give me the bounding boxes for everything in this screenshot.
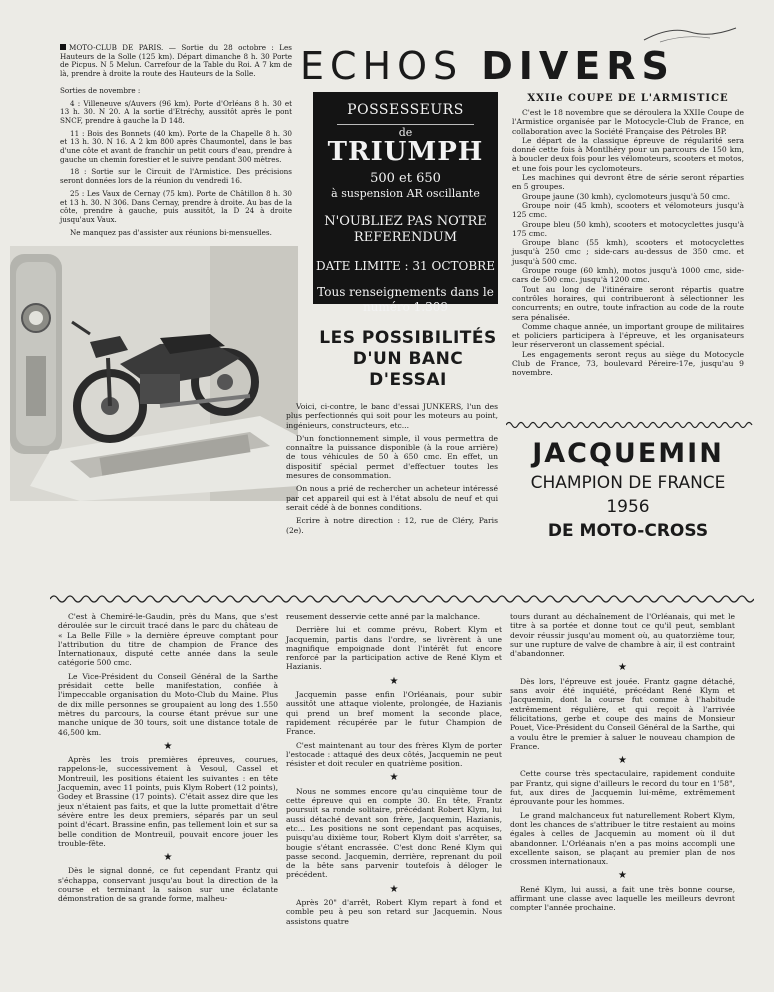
article-paragraph: Dès le signal donné, ce fut cependant Frantz qui s'échappa, conservant jusqu'au bout la direction de la course et terminant la saison sur une éclatante démonstration de sa grande forme, malheu- <box>58 866 278 904</box>
banc-headline: LES POSSIBILITÉS D'UN BANC D'ESSAI <box>319 328 497 390</box>
article-paragraph: Derrière lui et comme prévu, Robert Klym et Jacquemin, partis dans l'ordre, se livrèrent à une magnifique empoignade dont l'intérêt fut encore renforcé par la participation active de René Klym et Hazianis. <box>286 625 502 672</box>
jacquemin-headline <box>508 438 748 541</box>
article-paragraph: Tout au long de l'itinéraire seront répartis quatre contrôles horaires, qui contribueront à sélectionner les concurrents; en outre, toute infraction au code de la route sera pénalisée. <box>512 284 744 322</box>
separator-star-icon: ★ <box>618 755 627 767</box>
separator-star-icon: ★ <box>618 662 627 674</box>
club-news <box>60 44 292 241</box>
title-echos: ECHOS <box>300 44 464 88</box>
article-paragraph: René Klym, lui aussi, a fait une très bonne course, affirmant une classe avec laquelle les meilleurs devront compter l'année prochaine. <box>510 884 735 913</box>
article-column-3 <box>510 612 735 917</box>
article-paragraph: Les engagements seront reçus au siège du Motocycle Club de France, 73, boulevard Péreire-17e, jusqu'au 9 novembre. <box>512 349 744 378</box>
article-paragraph: Les machines qui devront être de série seront réparties en 5 groupes. <box>512 173 744 192</box>
article-paragraph: Groupe rouge (60 kmh), motos jusqu'à 1000 cmc, side-cars de 500 cmc. jusqu'à 1200 cmc. <box>512 266 744 285</box>
banc-article <box>286 402 498 539</box>
separator-star-icon: ★ <box>389 883 399 895</box>
ad-line: 500 et 650 <box>370 171 441 186</box>
article-paragraph: Après 20" d'arrêt, Robert Klym repart à fond et comble peu à peu son retard sur Jacquemin. Nous assistons quatre <box>286 898 502 926</box>
club-item: 4 : Villeneuve s/Auvers (96 km). Porte d'Orléans 8 h. 30 et 13 h. 30. N 20. A la sortie d'Etréchy, aussitôt après le pont SNCF, prendre à gauche la D 148. <box>60 98 292 125</box>
club-sorties-label: Sorties de novembre : <box>60 85 141 95</box>
club-item: 11 : Bois des Bonnets (40 km). Porte de la Chapelle 8 h. 30 et 13 h. 30. N 16. A 2 km 800 après Chaumontel, dans le bas d'une côte et avant de franchir un petit cours d'eau, prendre à gauche un chemin forestier et le suivre pendant 300 mètres. <box>60 128 292 164</box>
headline-name: JACQUEMIN <box>532 438 724 469</box>
headline-year: 1956 <box>606 497 650 517</box>
article-paragraph: C'est maintenant au tour des frères Klym de porter l'estocade : attaqué des deux côtés, Jacquemin ne peut résister et doit reculer en quatrième position. <box>286 740 502 769</box>
article-column-2 <box>286 612 502 930</box>
article-paragraph: Ecrire à notre direction : 12, rue de Cléry, Paris (2e). <box>286 516 498 535</box>
article-paragraph: Le départ de la classique épreuve de régularité sera donné cette fois à Montlhéry pour un parcours de 150 km, à boucler deux fois pour les vélomoteurs, scooters et motos, et une fois pour les cyclomoteurs. <box>512 135 744 173</box>
bullet-square-icon <box>60 44 66 50</box>
article-paragraph: Nous ne sommes encore qu'au cinquième tour de cette épreuve qui en compte 30. En tête, Frantz poursuit sa ronde solitaire, précédant Robert Klym, lui aussi détaché devant son frère, Jacquemin, Hazianis, etc... Les positions ne sont cependant pas acquises, puisqu'au dixième tour, Robert Klym doit s'arrêter, sa bougie s'étant encrassée. C'est donc René Klym qui passe second. Jacquemin, derrière, reprenant du poil de la bête sans parvenir toutefois à déloger le précédent. <box>286 786 502 880</box>
ad-line: de <box>398 126 413 139</box>
separator-star-icon: ★ <box>389 675 399 687</box>
separator-star-icon: ★ <box>163 852 173 864</box>
article-paragraph: Groupe noir (45 kmh), scooters et vélomoteurs jusqu'à 125 cmc. <box>512 200 744 220</box>
wavy-rule <box>506 420 754 430</box>
ad-brand: TRIUMPH <box>327 137 484 167</box>
article-paragraph: Groupe bleu (50 kmh), scooters et motocyclettes jusqu'à 175 cmc. <box>512 219 744 238</box>
article-paragraph: Après les trois premières épreuves, courues, rappelons-le, successivement à Vesoul, Cassel et Montreuil, les positions étaient les suivantes : en tête Jacquemin, avec 11 points, puis Klym Robert (12 points), Godey et Brassine (17 points). C'était assez dire que les jeux n'étaient pas faits, et que la lutte promettait d'être sévère entre les deux premiers, séparés par un seul point d'écart. Brassine enfin, pas tellement loin et sur sa belle condition de Montreuil, pouvait encore jouer les trouble-fête. <box>58 755 278 848</box>
article-column-1 <box>58 612 278 908</box>
title-divers: DIVERS <box>481 44 675 88</box>
coupe-headline: XXIIe COUPE DE L'ARMISTICE <box>527 93 729 104</box>
triumph-advertisement <box>313 92 498 314</box>
headline-discipline: DE MOTO-CROSS <box>547 521 709 541</box>
coupe-article <box>512 108 744 378</box>
article-paragraph: Le Vice-Président du Conseil Général de la Sarthe présidait cette belle manifestation, confiée à l'impeccable organisation du Moto-Club du Maine. Plus de dix mille personnes se groupaient au long des 1.550 mètres du parcours, la course étant prévue sur une manche unique de 30 tours, soit une distance totale de 46,500 km. <box>58 671 278 737</box>
article-paragraph: D'un fonctionnement simple, il vous permettra de connaître la puissance disponible (à la roue arrière) de tous véhicules de 50 à 650 cmc. En effet, un dispositif spécial permet d'effectuer toutes les mesures de consommation. <box>286 433 498 481</box>
article-paragraph: Voici, ci-contre, le banc d'essai JUNKERS, l'un des plus perfectionnés qui soit pour les moteurs au point, ingénieurs, constructeurs, etc... <box>286 402 498 430</box>
article-paragraph: Cette course très spectaculaire, rapidement conduite par Frantz, qui signe d'ailleurs le record du tour en 1'58", fut, aux dires de Jacquemin lui-même, extrêmement éprouvante pour les hommes. <box>510 769 735 807</box>
article-paragraph: reusement desservie cette anné par la malchance. <box>286 612 481 621</box>
article-paragraph: Dès lors, l'épreuve est jouée. Frantz gagne détaché, sans avoir été inquiété, précédant René Klym et Jacquemin, dont la course fut comme à l'habitude extrêmement régulière, et qui reçoit à l'arrivée félicitations, gerbe et coupe des mains de Monsieur Pouet, Vice-Président du Conseil Général de la Sarthe, qui a voulu être le premier à saluer le nouveau champion de France. <box>510 676 735 751</box>
wavy-separator <box>50 592 754 606</box>
article-paragraph: Le grand malchanceux fut naturellement Robert Klym, dont les chances de s'attribuer le titre restaient au moins égales à celles de Jacquemin au moment où il dut abandonner. L'Orléanais n'en a pas moins accompli une excellente saison, se plaçant au premier plan de nos crossmen internationaux. <box>510 810 735 867</box>
article-paragraph: C'est le 18 novembre que se déroulera la XXIIe Coupe de l'Armistice organisée par le Motocycle-Club de France, en collaboration avec la Société Française des Pétroles BP. <box>512 108 744 136</box>
article-paragraph: Groupe blanc (55 kmh), scooters et motocyclettes jusqu'à 250 cmc ; side-cars au-dessus de 350 cmc. et jusqu'à 500 cmc. <box>512 238 744 266</box>
ad-line: POSSESSEURS <box>347 102 464 118</box>
club-item: 25 : Les Vaux de Cernay (75 km). Porte de Châtillon 8 h. 30 et 13 h. 30. N 306. Dans Cernay, prendre à droite. Au bas de la côte, prendre à gauche, puis aussitôt, la D 24 à droite jusqu'aux Vaux. <box>60 188 292 224</box>
ad-line: Tous renseignements dans le numéro 1.309 <box>317 285 494 314</box>
article-paragraph: Jacquemin passe enfin l'Orléanais, pour subir aussitôt une attaque violente, prolongée, de Hazianis qui prend un bref moment la seconde place, rapidement récupérée par le futur Champion de France. <box>286 690 502 737</box>
article-paragraph: C'est à Chemiré-le-Gaudin, près du Mans, que s'est déroulée sur le circuit tracé dans le parc du château de « La Belle Fille » la dernière épreuve comptant pour l'attribution du titre de champion de France des Internationaux, disputé cette année dans la seule catégorie 500 cmc. <box>58 612 278 668</box>
article-paragraph: Comme chaque année, un important groupe de militaires et policiers participera à l'épreuve, et les organisateurs leur réserveront un classement spécial. <box>512 321 744 350</box>
ad-divider <box>337 124 474 125</box>
test-bench-photo <box>10 246 298 501</box>
ad-line: N'OUBLIEZ PAS NOTRE REFERENDUM <box>324 214 487 245</box>
article-paragraph: tours durant au déchaînement de l'Orléanais, qui met le titre à sa portée et donne tout ce qu'il peut, semblant devoir réussir jusqu'au moment où, au quatorzième tour, sur une rupture de valve de chambre à air, il est contraint d'abandonner. <box>510 612 735 659</box>
article-paragraph: On nous a prié de rechercher un acheteur intéressé par cet appareil qui est à l'état absolu de neuf et qui serait cédé à de bonnes conditions. <box>286 484 498 512</box>
ad-deadline: DATE LIMITE : 31 OCTOBRE <box>316 259 495 273</box>
club-intro: MOTO-CLUB DE PARIS. — Sortie du 28 octobre : Les Hauteurs de la Solle (125 km). Départ dimanche 8 h. 30 Porte de Picpus. N 5 Melun. Carrefour de la Table du Roi. A 7 km de là, prendre à droite la route des Hauteurs de la Solle. <box>60 43 292 79</box>
separator-star-icon: ★ <box>163 740 173 752</box>
separator-star-icon: ★ <box>618 870 627 882</box>
club-item: 18 : Sortie sur le Circuit de l'Armistice. Des précisions seront données lors de la réunion du vendredi 16. <box>60 167 292 186</box>
club-item: Ne manquez pas d'assister aux réunions bi-mensuelles. <box>70 227 272 237</box>
separator-star-icon: ★ <box>389 772 399 784</box>
headline-title: CHAMPION DE FRANCE <box>530 473 726 493</box>
section-title <box>300 44 720 90</box>
ad-line: à suspension AR oscillante <box>331 187 480 200</box>
article-paragraph: Groupe jaune (30 kmh), cyclomoteurs jusqu'à 50 cmc. <box>522 191 731 201</box>
